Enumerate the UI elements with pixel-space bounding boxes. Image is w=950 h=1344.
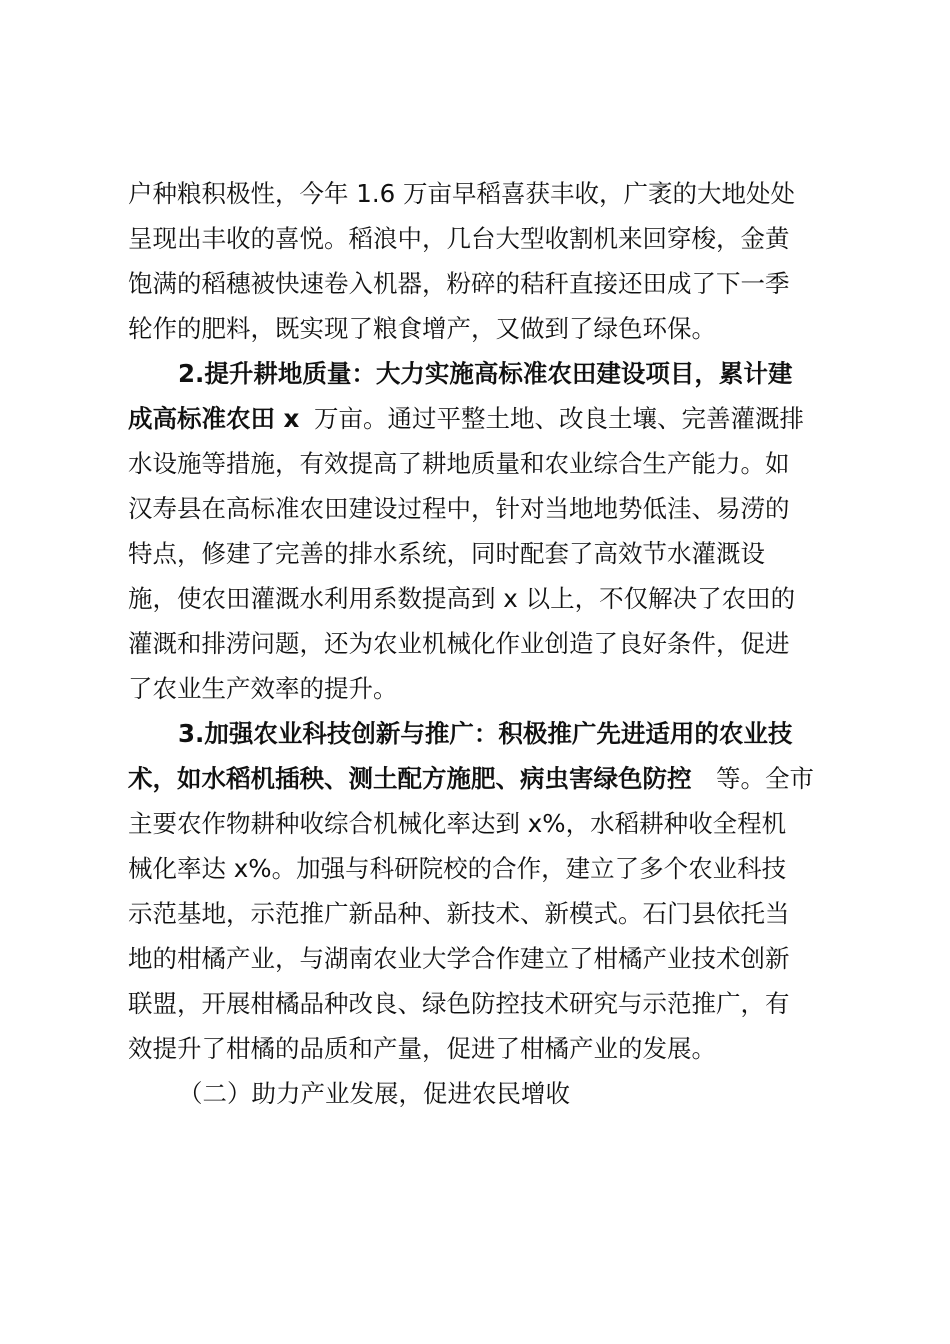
line-text: 轮作的肥料，既实现了粮食增产，又做到了绿色环保。: [128, 314, 716, 343]
line-text: 等。全市: [716, 764, 814, 793]
body-line: [0, 577, 950, 621]
body-line: [0, 217, 950, 261]
body-line: [0, 802, 950, 846]
line-text: 效提升了柑橘的品质和产量，促进了柑橘产业的发展。: [128, 1034, 716, 1063]
body-line: [0, 1027, 950, 1071]
body-line: [0, 487, 950, 531]
line-text: 械化率达 x%。加强与科研院校的合作，建立了多个农业科技: [128, 854, 787, 883]
body-line: [0, 892, 950, 936]
line-text: 主要农作物耕种收综合机械化率达到 x%，水稻耕种收全程机: [128, 809, 787, 838]
line-text-bold: 术，如水稻机插秧、测土配方施肥、病虫害绿色防控: [128, 764, 692, 793]
line-text: 汉寿县在高标准农田建设过程中，针对当地地势低洼、易涝的: [128, 494, 790, 523]
section-heading-line: [0, 712, 950, 756]
line-text: 饱满的稻穗被快速卷入机器，粉碎的秸秆直接还田成了下一季: [128, 269, 790, 298]
body-line: [0, 262, 950, 306]
line-text: 呈现出丰收的喜悦。稻浪中，几台大型收割机来回穿梭，金黄: [128, 224, 790, 253]
subsection-heading-line: [0, 1072, 950, 1116]
body-line: [0, 757, 950, 801]
body-line: [0, 307, 950, 351]
line-text: 水设施等措施，有效提高了耕地质量和农业综合生产能力。如: [128, 449, 790, 478]
body-line: [0, 172, 950, 216]
line-text: 施，使农田灌溉水利用系数提高到 x 以上，不仅解决了农田的: [128, 584, 796, 613]
line-text: （二）助力产业发展，促进农民增收: [178, 1079, 570, 1108]
line-text: 户种粮积极性，今年 1.6 万亩早稻喜获丰收，广袤的大地处处: [128, 179, 796, 208]
line-text: 特点，修建了完善的排水系统，同时配套了高效节水灌溉设: [128, 539, 765, 568]
line-text: 了农业生产效率的提升。: [128, 674, 398, 703]
body-line: [0, 622, 950, 666]
line-text: 万亩。通过平整土地、改良土壤、完善灌溉排: [314, 404, 804, 433]
body-line: [0, 532, 950, 576]
body-line: [0, 397, 950, 441]
line-text: 联盟，开展柑橘品种改良、绿色防控技术研究与示范推广，有: [128, 989, 790, 1018]
section-heading-line: [0, 352, 950, 396]
line-text-bold: 成高标准农田 x: [128, 404, 300, 433]
body-line: [0, 442, 950, 486]
body-line: [0, 937, 950, 981]
line-text-bold: 3.加强农业科技创新与推广：积极推广先进适用的农业技: [178, 719, 793, 748]
line-text: 灌溉和排涝问题，还为农业机械化作业创造了良好条件，促进: [128, 629, 790, 658]
body-line: [0, 667, 950, 711]
body-line: [0, 982, 950, 1026]
line-text: 示范基地，示范推广新品种、新技术、新模式。石门县依托当: [128, 899, 790, 928]
line-text: 地的柑橘产业，与湖南农业大学合作建立了柑橘产业技术创新: [128, 944, 790, 973]
body-line: [0, 847, 950, 891]
line-text-bold: 2.提升耕地质量：大力实施高标准农田建设项目，累计建: [178, 359, 793, 388]
